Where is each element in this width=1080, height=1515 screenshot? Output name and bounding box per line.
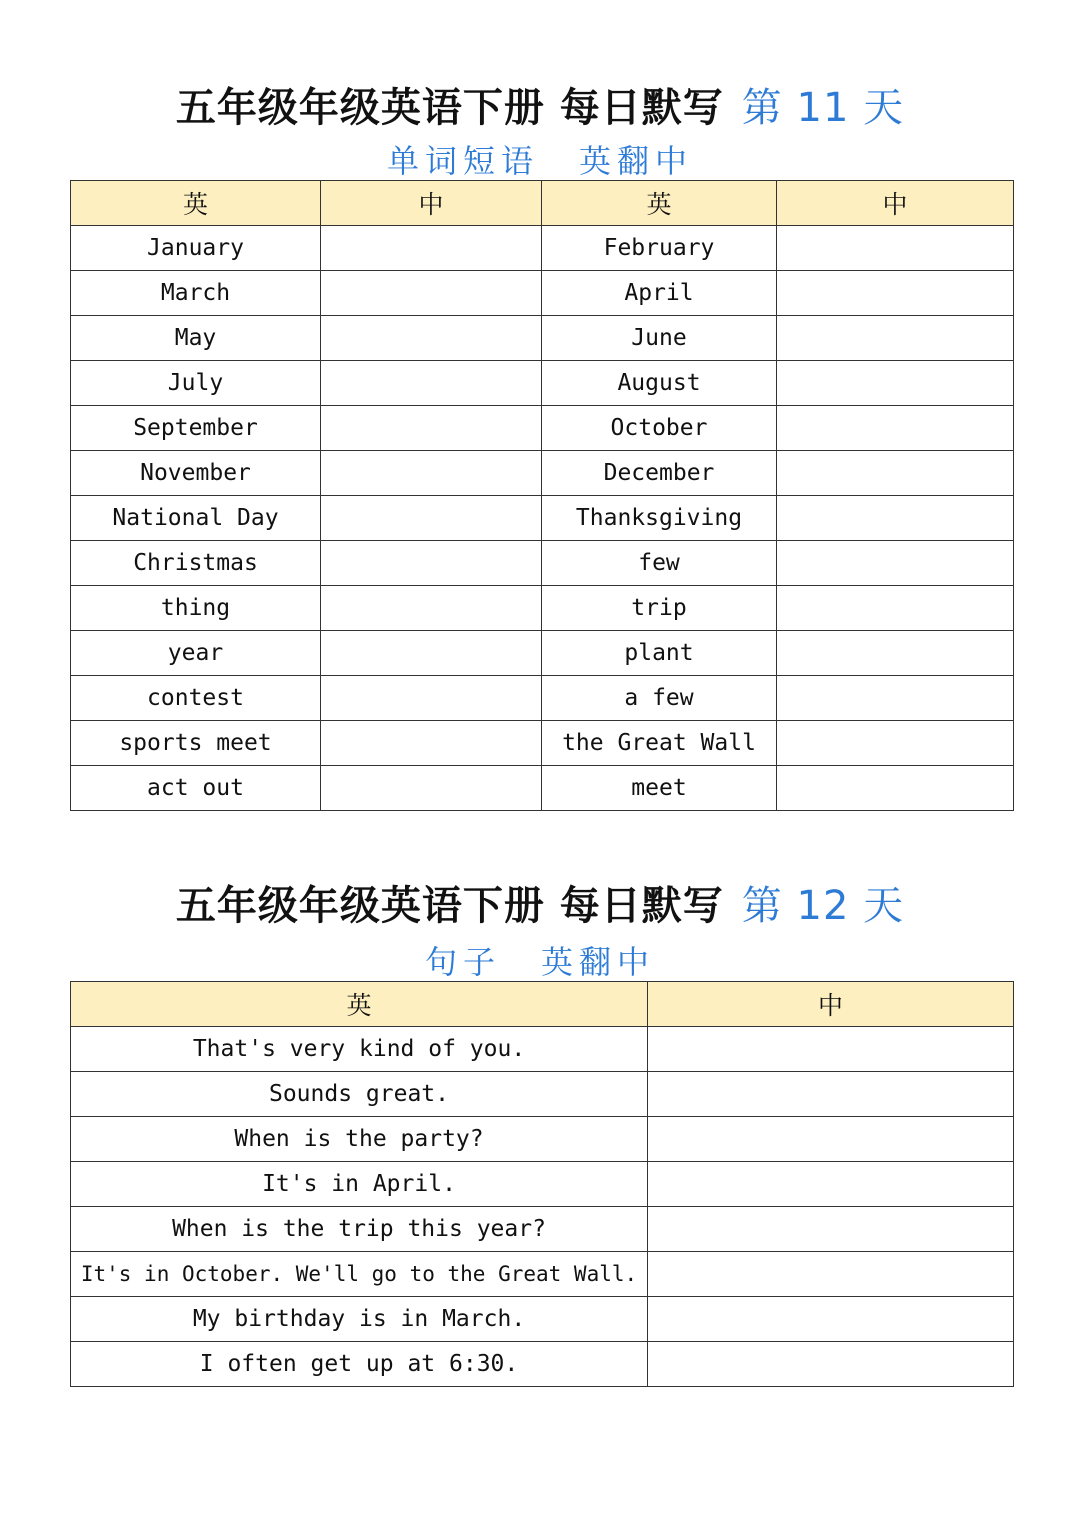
vocabulary-table: [70, 180, 1014, 811]
table-row: [71, 406, 1014, 451]
english-sentence-cell: My birthday is in March.: [71, 1297, 648, 1342]
answer-cell[interactable]: [321, 676, 542, 721]
english-sentence-cell: Sounds great.: [71, 1072, 648, 1117]
english-word-cell: January: [71, 226, 321, 271]
table-row: [71, 1297, 1014, 1342]
answer-cell[interactable]: [777, 496, 1014, 541]
answer-cell[interactable]: [777, 721, 1014, 766]
english-word-cell: September: [71, 406, 321, 451]
english-word-cell: April: [542, 271, 777, 316]
answer-cell[interactable]: [777, 676, 1014, 721]
answer-cell[interactable]: [777, 271, 1014, 316]
table-row: [71, 541, 1014, 586]
table-row: [71, 316, 1014, 361]
answer-cell[interactable]: [321, 586, 542, 631]
title-text: 五年级年级英语下册 每日默写: [175, 883, 724, 929]
table-row: [71, 1207, 1014, 1252]
english-word-cell: November: [71, 451, 321, 496]
english-word-cell: a few: [542, 676, 777, 721]
table-row: [71, 676, 1014, 721]
english-word-cell: contest: [71, 676, 321, 721]
table-header-row: [71, 982, 1014, 1027]
answer-cell[interactable]: [777, 451, 1014, 496]
english-sentence-cell: That's very kind of you.: [71, 1027, 648, 1072]
sentence-table: [70, 981, 1014, 1387]
table-row: [71, 361, 1014, 406]
answer-cell[interactable]: [777, 766, 1014, 811]
english-word-cell: the Great Wall: [542, 721, 777, 766]
subtitle-direction: 英翻中: [579, 142, 694, 180]
answer-cell[interactable]: [648, 1252, 1014, 1297]
answer-cell[interactable]: [648, 1207, 1014, 1252]
subtitle-category: 句子: [424, 943, 501, 981]
header-chinese: 中: [321, 181, 542, 226]
english-sentence-cell: It's in October. We'll go to the Great Wall.: [71, 1252, 648, 1297]
english-word-cell: National Day: [71, 496, 321, 541]
answer-cell[interactable]: [777, 631, 1014, 676]
answer-cell[interactable]: [648, 1297, 1014, 1342]
answer-cell[interactable]: [321, 766, 542, 811]
answer-cell[interactable]: [648, 1162, 1014, 1207]
subtitle-words: [0, 136, 1080, 182]
table-row: [71, 271, 1014, 316]
table-row: [71, 1027, 1014, 1072]
answer-cell[interactable]: [648, 1072, 1014, 1117]
page-title-day-12: [0, 874, 1080, 931]
subtitle-direction: 英翻中: [541, 943, 656, 981]
english-word-cell: October: [542, 406, 777, 451]
answer-cell[interactable]: [321, 406, 542, 451]
answer-cell[interactable]: [648, 1027, 1014, 1072]
header-chinese: 中: [777, 181, 1014, 226]
subtitle-sentences: [0, 937, 1080, 983]
answer-cell[interactable]: [321, 316, 542, 361]
answer-cell[interactable]: [321, 271, 542, 316]
english-word-cell: Thanksgiving: [542, 496, 777, 541]
header-english: 英: [71, 181, 321, 226]
english-word-cell: Christmas: [71, 541, 321, 586]
answer-cell[interactable]: [648, 1342, 1014, 1387]
answer-cell[interactable]: [777, 406, 1014, 451]
english-word-cell: meet: [542, 766, 777, 811]
header-english: 英: [71, 982, 648, 1027]
table-row: [71, 1252, 1014, 1297]
table-row: [71, 1342, 1014, 1387]
english-word-cell: year: [71, 631, 321, 676]
answer-cell[interactable]: [321, 226, 542, 271]
page-title-day-11: [0, 76, 1080, 133]
answer-cell[interactable]: [777, 316, 1014, 361]
answer-cell[interactable]: [321, 361, 542, 406]
english-word-cell: May: [71, 316, 321, 361]
english-word-cell: thing: [71, 586, 321, 631]
answer-cell[interactable]: [777, 226, 1014, 271]
answer-cell[interactable]: [777, 586, 1014, 631]
subtitle-category: 单词短语: [386, 142, 539, 180]
english-sentence-cell: I often get up at 6:30.: [71, 1342, 648, 1387]
answer-cell[interactable]: [321, 721, 542, 766]
table-row: [71, 496, 1014, 541]
english-sentence-cell: It's in April.: [71, 1162, 648, 1207]
day-label: 第 12 天: [741, 883, 905, 929]
english-word-cell: few: [542, 541, 777, 586]
answer-cell[interactable]: [777, 541, 1014, 586]
english-word-cell: March: [71, 271, 321, 316]
day-label: 第 11 天: [741, 85, 905, 131]
table-row: [71, 451, 1014, 496]
header-chinese: 中: [648, 982, 1014, 1027]
english-sentence-cell: When is the trip this year?: [71, 1207, 648, 1252]
english-word-cell: February: [542, 226, 777, 271]
table-row: [71, 631, 1014, 676]
answer-cell[interactable]: [321, 496, 542, 541]
english-word-cell: December: [542, 451, 777, 496]
english-word-cell: August: [542, 361, 777, 406]
english-word-cell: sports meet: [71, 721, 321, 766]
answer-cell[interactable]: [648, 1117, 1014, 1162]
answer-cell[interactable]: [321, 541, 542, 586]
table-row: [71, 766, 1014, 811]
english-word-cell: July: [71, 361, 321, 406]
table-row: [71, 721, 1014, 766]
english-word-cell: plant: [542, 631, 777, 676]
english-word-cell: act out: [71, 766, 321, 811]
answer-cell[interactable]: [321, 631, 542, 676]
table-row: [71, 1162, 1014, 1207]
english-word-cell: June: [542, 316, 777, 361]
table-header-row: [71, 181, 1014, 226]
english-word-cell: trip: [542, 586, 777, 631]
title-text: 五年级年级英语下册 每日默写: [175, 85, 724, 131]
table-row: [71, 226, 1014, 271]
header-english: 英: [542, 181, 777, 226]
answer-cell[interactable]: [777, 361, 1014, 406]
answer-cell[interactable]: [321, 451, 542, 496]
table-row: [71, 1072, 1014, 1117]
english-sentence-cell: When is the party?: [71, 1117, 648, 1162]
table-row: [71, 1117, 1014, 1162]
table-row: [71, 586, 1014, 631]
